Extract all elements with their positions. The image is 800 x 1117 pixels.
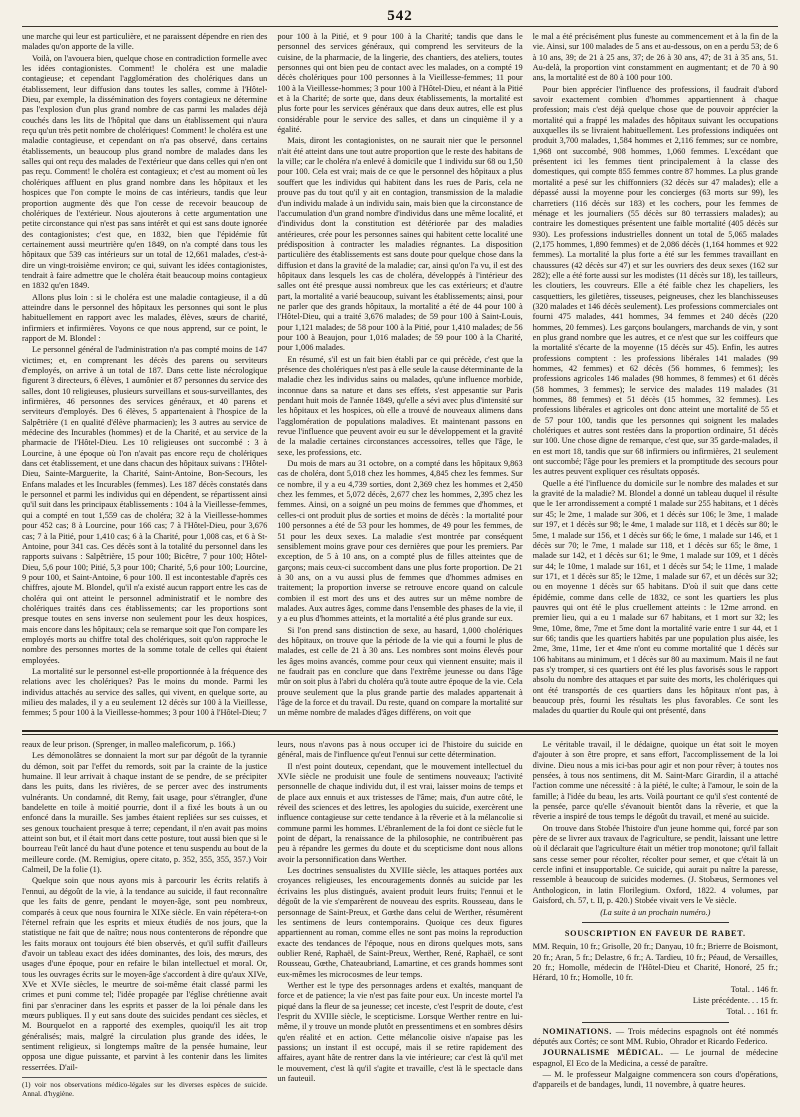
- paragraph: le mal a été précisément plus funeste au commencement et à la fin de la vie. Ainsi, sur 100 malades de 5 ans et au-dessous, on en a perdu 53; de 6 à 10 ans, 39; de 21 à 25 ans, 37; de 26 à 30 ans, 47; de 31 à 35 ans, 51. Au-delà, la proportion vint constamment en augmentant; et de 70 à 90 ans, la mortalité est de 80 à 100 pour 100.: [532, 32, 778, 83]
- paragraph: Les doctrines sensualistes du XVIIIe siècle, les attaques portées aux croyances religieuses, les encouragements donnés au suicide par les écrivains les plus distingués, avaient produit leurs fruits; l'ennui et le dégoût de la vie s'emparèrent de nouveau des esprits. Rousseau, dans le personnage de Saint-Preux, et Gœthe dans celui de Werther, résumèrent les sentimens de leurs contemporains. Quoique ces deux figures appartiennent au roman, comme elles ne sont pas moins la reproduction exacte des tendances de l'époque, nous en dirons quelques mots, sans oublier René, Raphaël, de Saint-Preux, Werther, René, Raphaël, ce sont Rousseau, Gœthe, Chateaubriand, Lamartine, et ces grands hommes sont eux-mêmes les microcosmes de leur temps.: [277, 866, 523, 979]
- paragraph: Du mois de mars au 31 octobre, on a compté dans les hôpitaux 9,863 cas de choléra, dont 5,018 chez les hommes, 4,845 chez les femmes. Sur ce nombre, il y a eu 4,739 sorties, dont 2,369 chez les hommes et 2,450 chez les femmes, et 5,072 décès, 2,677 chez les hommes, 2,395 chez les femmes. Ainsi, on a soigné un peu moins de femmes que d'hommes, et celles-ci ont produit plus de sorties et moins de décès : la mortalité pour 100 personnes a été de 53 pour les hommes, de 49 pour les femmes, de 51 pour les deux sexes. La maladie s'est montrée par conséquent sensiblement moins grave pour ces dernières que pour les premiers. Par exception, de 5 à 10 ans, on a compté plus de filles atteintes que de garçons; mais ceux-ci succombent dans une plus forte proportion. De 21 à 30 ans, on a vu aussi plus de femmes que d'hommes admises en traitement; la proportion inverse se retrouve encore quand on calcule combien il est mort des uns et des autres sur un même nombre de malades. Aux autres âges, comme dans l'ensemble des phases de la vie, il y a eu plus d'hommes atteints, et la mortalité a été plus grande sur eux.: [277, 459, 523, 624]
- paragraph: Les démonolâtres se donnaient la mort sur par dégoût de la tyrannie du démon, soit par l'effet du remords, soit par la crainte de la justice humaine. Il leur arrivait à chaque instant de se pendre, de se précipiter dans les puits, dans les rivières, de se percer avec des instruments vulnérants. Un condamné, dit Remy, fait usage, pour s'étrangler, d'une bandelette en toile à moitié pourrie, dont il a fixé les bouts à un ou enfoncé dans la muraille. Ses jambes étaient repliées sur ses cuisses, et ses genoux touchaient presque à terre; cependant, il n'en avait pas moins atteint son but, et il était mort dans cette posture, tout aussi bien que si le bourreau l'eût lancé du haut d'une potence et tenu suspendu au bout de la meilleure corde. (M. Remigius, opere citato, p. 352, 355, 355, 357.) Voir Calmeil, De la folie (1).: [22, 751, 268, 875]
- paragraph: En résumé, s'il est un fait bien établi par ce qui précède, c'est que la présence des cholériques n'est pas à elle seule la cause déterminante de la maladie chez les individus sains ou malades, qu'une influence morbide, inconnue dans sa nature et dans ses effets, s'est appesantie sur Paris pendant huit mois de l'année 1849, qu'elle a sévi avec plus d'intensité sur les hôpitaux et les hospices, où elle a trouvé de nouveaux alimens dans l'agglomération de populations maladives. Et maintenant passons en revue l'influence que peuvent avoir eu sur le développement et la gravité de la maladie certaines circonstances accessoires, telles que l'âge, le sexe, les professions, etc.: [277, 354, 523, 457]
- subscription-list: [533, 942, 778, 1017]
- notice-journalism: JOURNALISME MÉDICAL. — Le journal de médecine espagnol, El Eco de la Medicina, a cessé de paraître.: [532, 1048, 778, 1068]
- bottom-column-3: [533, 740, 778, 1108]
- top-column-1: [22, 32, 267, 724]
- footnote: (1) voir nos observations médico-légales sur les diverses espèces de suicide. Annal. d'hygiène.: [22, 1077, 267, 1098]
- paragraph: Le personnel général de l'administration n'a pas compté moins de 147 victimes; et, en comprenant les décès des parens ou serviteurs d'employés, on arrive à un total de 187. Dans cette liste nécrologique figurent 3 directeurs, 6 élèves, 1 aumônier et 87 personnes du service des salles, dont 10 religieuses, plusieurs surveillans et sous-surveillantes, des infirmières, 46 personnes des services généraux, et 40 parens et serviteurs d'employés. Des 6 élèves, 5 appartenaient à l'hospice de la Salpêtrière (1 en qualité d'élève pharmacien); les 3 autres au service de médecine des Incurables (hommes) et de la Charité, et au service de la pharmacie de l'Hôtel-Dieu. Les 10 religieuses ont succombé : 3 à Lourcine, à une époque où l'on n'avait pas encore reçu de cholériques dans cet établissement, et une dans chacun des hôpitaux suivans : l'Hôtel-Dieu, Sainte-Marguerite, la Charité, Saint-Antoine, Bon-Secours, les Enfans malades et les Incurables (femmes). Les 187 décès constatés dans le personnel et parmi les individus qui en dépendent, se répartissent ainsi qu'il suit dans les principaux établissements : 104 à la Vieillesse-femmes, qui a compté en tout 1,559 cas de choléra; 32 à la Vieillesse-hommes pour 452 cas; 8 à Lourcine, pour 166 cas; 7 à l'Hôtel-Dieu, pour 3,676 cas; 7 à la Pitié, pour 1,410 cas; 6 à la Charité, pour 1,008 cas, et 6 à St-Antoine, pour 341 cas. Ces décès sont à la totalité du personnel dans les rapports suivans : Salpêtrière, 15 pour 100; Bicêtre, 7 pour 100; Hôtel-Dieu, 5,6 pour 100; Pitié, 5,3 pour 100; Charité, 5,6 pour 100; Lourcine, 9 pour 100, et Saint-Antoine, 6 pour 100. Il est incontestable d'après ces chiffres, ajoute M. Blondel, qu'il n'a existé aucun rapport entre les cas de choléra qui ont atteint le personnel administratif et le nombre des cholériques traités dans ces établissements; car les proportions sont presque toutes en sens inverse non seulement pour les deux hospices, mais encore dans les hôpitaux; cela se remarque soit que l'on compare les employés morts au chiffre total des cholériques, soit qu'on rapproche le nombre des personnes mortes de la somme totale de celles qui étaient employées.: [22, 345, 268, 665]
- notice-course: — M. le professeur Malgaigne commencera son cours d'opérations, d'appareils et de bandages, lundi, 11 novembre, à quatre heures.: [532, 1069, 778, 1090]
- grand-total-line: Total. . . 161 fr.: [726, 1007, 778, 1017]
- subtotal-line: Total. . 146 fr.: [730, 984, 778, 994]
- paragraph: pour 100 à la Pitié, et 9 pour 100 à la Charité; tandis que dans le personnel des services généraux, qui comprend les serviteurs de la cuisine, de la pharmacie, de la lingerie, des chantiers, des ateliers, toutes personnes qui ont bien peu de contact avec les malades, on a compté 19 décès cholériques pour 100 personnes à la Vieillesse-femmes; 11 pour 100 à la Vieillesse-hommes; 3 pour 100 à l'Hôtel-Dieu, et néant à la Pitié et à la Charité; de sorte que, dans deux établissements, la mortalité est plus forte pour les services généraux que dans deux autres, elle est plus considérable pour le service des salles, et dans un cinquième il y a égalité.: [277, 32, 523, 135]
- bottom-column-1: [22, 740, 267, 1108]
- paragraph: Quelle a été l'influence du domicile sur le nombre des malades et sur la gravité de la maladie? M. Blondel a donné un tableau duquel il résulte que le 1er arrondissement a compté 1 malade sur 255 habitans, et 1 décès sur 45; le 2me, 1 malade sur 306, et 1 décès sur 106; le 3me, 1 malade sur 197, et 1 décès sur 98; le 4me, 1 malade sur 118, et 1 décès sur 80; le 5me, 1 malade sur 156, et 1 décès sur 66; le 6me, 1 malade sur 146, et 1 décès sur 70; le 7me, 1 malade sur 118, et 1 décès sur 65; le 8me, 1 malade sur 142, et 1 décès sur 61; le 9me, 1 malade sur 109, et 1 décès sur 44; le 10me, 1 malade sur 161, et 1 décès sur 54; le 11me, 1 malade sur 171, et 1 décès sur 85; le 12me, 1 malade sur 67, et un décès sur 32; ou en moyenne 1 décès sur 65 habitans. D'où il suit que dans cette épidémie, comme dans celle de 1832, ce sont les quartiers les plus pauvres qui ont été le plus cruellement atteints : le 12me arrond. en premier lieu, qui a eu 1 malade sur 67 habitans, et 1 mort sur 32; les 9me, 10me, 8me, 7me et 5me dont la mortalité varie entre 1 sur 44, et 1 sur 66; tandis que les quartiers habités par une population plus aisée, les 2me, 3me, 11me, 1er et 4me n'ont eu comme mortalité que 1 décès sur 106 habitans au minimum, et 1 décès sur 80 au maximum. Mais il ne faut pas s'y tromper, si ces quartiers ont été les plus favorisés sous le rapport absolu du nombre des attaques et par suite des morts, les cholériques qui ont été transportés de ces quartiers dans les hôpitaux n'ont pas, à beaucoup près, fourni les résultats les plus favorables. Ce sont les malades du quartier du Roule qui ont présenté, dans: [532, 478, 778, 716]
- paragraph: Werther est le type des personnages ardens et exaltés, manquant de force et de patience; la vie n'est pas faite pour eux. Un inceste mortel l'a piqué dans la fleur de sa jeunesse; cet inceste, c'est l'esprit de doute, c'est l'esprit du XVIIIe siècle, le scepticisme. Lorsque Werther rentre en lui-même, il y trouve un monde plutôt en pressentimens et en sombres désirs qu'en réalité et en action. Cette mélancolie oisive n'apaise pas les passions; un instant il est occupé, mais il se retire rapidement des affaires, ayant hâte de rentrer dans la vie intérieure; car c'est là qu'il met le mouvement, c'est là qu'il s'agite et travaille, c'est là le spectacle dans un fauteuil.: [277, 980, 523, 1083]
- divider: [582, 1022, 729, 1023]
- top-column-3: [533, 32, 778, 724]
- paragraph: Quelque soin que nous ayons mis à parcourir les écrits relatifs à l'ennui, au dégoût de la vie, à la tendance au suicide, il faut reconnaître que les faits de genre, pendant le moyen-âge, sont peu nombreux, comparés à ceux que nous fournira le XIXe siècle. En vain répétera-t-on l'éternel refrain que les esprits et mieux étudiés de nos jours, que la statistique ne fait que de naître; nous nous contenterons de répondre que les faits moraux ont toujours été bien observés, et qu'il suffit d'ailleurs d'avoir un tableau exact des idées dominantes, des lois, des mœurs, des usages d'une époque, pour en refaire le bilan intellectuel et moral. Or, tous les ouvrages écrits sur le moyen-âge s'accordent à dire qu'aux XIVe, XVe et XVIe siècles, le meurtre de soi-même était classé parmi les crimes et puni comme tel; l'idée propagée par l'église chrétienne avait fini par s'enraciner dans les esprits et passer de la loi pénale dans les mœurs publiques. Il y eut sans doute des suicides pendant ces siècles, et M. Bourquelot en a rapporté des exemples, quoiqu'il les ait trop généralisés; mais, malgré la circulation plus grande des idées, le sentiment religieux, si longtemps maître de la pensée humaine, leur opposa une digue puissante, et parvint à les contenir dans les limites resserrées. D'ail-: [22, 876, 268, 1072]
- paragraph: Mais, diront les contagionistes, on ne saurait nier que le personnel n'ait été atteint dans une tout autre proportion que le reste des habitans de la ville; car le choléra n'a enlevé à domicile que 1 individu sur 68 ou 1,50 pour 100. Cela est vrai; mais de ce que le personnel des hôpitaux a plus souffert que les individus qui habitent dans les rues de Paris, cela ne prouve pas du tout qu'il y ait en contagion, transmission de la maladie d'un individu malade à un individu sain, mais bien que la circonstance de l'accumulation d'un grand nombre d'individus dans une même localité, et d'individus dont la constitution est détériorée par des maladies antérieures, crée pour les personnes saines qui habitent cette localité une prédisposition à contracter les maladies régnantes. La disposition particulière des établissements est sans doute pour quelque chose dans la diffusion et dans la gravité de la maladie; car, ainsi qu'on l'a vu, il est des hôpitaux dans lesquels les cas de choléra, développés à l'intérieur des salles ont été presque aussi nombreux que les cas extérieurs; et d'autre part, la mortalité a varié beaucoup, suivant les établissements; ainsi, pour ne parler que des grands hôpitaux, la mortalité a été de 44 pour 100 à l'Hôtel-Dieu, qui a traité 3,676 malades; de 59 pour 100 à Saint-Louis, pour 1,121 malades; de 58 pour 100 à la Pitié, pour 1,410 malades; de 56 pour 100 à Beaujon, pour 1,016 malades; de 59 pour 100 à la Charité, pour 1,006 malades.: [277, 136, 523, 353]
- paragraph: reaux de leur prison. (Sprenger, in malleo maleficorum, p. 166.): [22, 740, 236, 749]
- paragraph: une marche qui leur est particulière, et ne paraissent dépendre en rien des malades qu'on apporte de la ville.: [22, 32, 268, 52]
- notice-nominations: NOMINATIONS. — Trois médecins espagnols ont été nommés députés aux Cortès; ce sont MM. Rubio, Ohrador et Ricardo Federico.: [532, 1026, 778, 1046]
- top-section: [22, 32, 778, 724]
- paragraph: Il n'est point douteux, cependant, que le mouvement intellectuel du XVIe siècle ne produisit une foule de sentimens nouveaux; l'activité personnelle de chaque individu dut, il est vrai, laisser moins de temps et de place aux ennuis et aux tristesses de l'âme; mais, d'un autre côté, le réveil des sciences et des lettres, les apologies du suicide, exercèrent une influence contagieuse sur cette tendance à la rêverie et à la mélancolie si commune parmi les hommes. L'ébranlement de la foi dont ce siècle fut le point de départ, la renaissance de la philosophie, ne contribuèrent pas peu à répandre les germes du doute et du scepticisme dont nous allons avoir la personnification dans Werther.: [277, 761, 523, 864]
- top-column-2: [277, 32, 522, 724]
- donor-list: MM. Requin, 10 fr.; Grisolle, 20 fr.; Danyau, 10 fr.; Brierre de Boismont, 20 fr.; Aran, 5 fr.; Delastre, 6 fr.; A. Tardieu, 10 fr.; Péaud, de Versailles, 20 fr.; Homolle, médecin de l'Hôtel-Dieu et Charité, Honoré, 25 fr.; Hérard, 10 fr.; Homolle, 10 fr.: [532, 942, 778, 983]
- paragraph: Voilà, on l'avouera bien, quelque chose en contradiction formelle avec les idées contagionistes. Comment! le choléra est une maladie contagieuse; et cependant l'agglomération des cholériques dans un établissement, leur diffusion dans toutes les salles, comme à l'Hôtel-Dieu, par exemple, la dissémination des foyers contagieux ne détermine pas l'explosion d'un plus grand nombre de cas parmi les malades déjà couchés dans les lits de l'hôpital que dans un établissement qui n'aura reçu qu'un très petit nombre de cholériques! Comment! le choléra est une maladie contagieuse, et cependant on n'a pas observé, dans certains établissements, un beaucoup plus grand nombre de malades dans les salles qui ont reçu des malades de l'extérieur que dans celles qui n'en ont pas reçu. Comment! le choléra est contagieux; et c'est au moment où les cholériques affluent en plus grand nombre dans les hôpitaux et les hospices que l'on compte le moins de cas intérieurs, tandis que leur proportion augmente dès que l'on cesse de recevoir beaucoup de cholériques de l'extérieur. Nous ajouterons à cette argumentation une petite circonstance qui n'est pas sans intérêt et qui est sans doute ignorée des contagionistes; c'est que, en 1832, bien que l'épidémie fût certainement aussi meurtrière qu'en 1849, on n'a compté dans tous les hôpitaux que 539 cas intérieurs sur un total de 12,661 malades, c'est-à-dire un vingt-troisième environ; ce qui, suivant les idées contagionistes, tendrait à faire admettre que le choléra était beaucoup moins contagieux en 1832 qu'en 1849.: [22, 53, 268, 291]
- paragraph: La mortalité sur le personnel est-elle proportionnée à la fréquence des relations avec les cholériques? Pas le moins du monde. Parmi les individus attachés au service des salles, qui vivent, en quelque sorte, au milieu des malades, il y a eu seulement 12 décès sur 100 à la Vieillesse, femmes; 5 pour 100 à la Vieillesse-hommes; 3 pour 100 à l'Hôtel-Dieu; 7: [22, 666, 268, 718]
- to-be-continued: (La suite à un prochain numéro.): [600, 907, 711, 917]
- paragraph: Pour bien apprécier l'influence des professions, il faudrait d'abord savoir exactement combien d'hommes appartiennent à chaque profession; mais c'est déjà quelque chose que de pouvoir apprécier la mortalité qui a frappé les malades des hôpitaux suivant les occupations auxquelles ils se livraient habituellement. Les professions indiquées ont produit 3,700 malades, 1,584 hommes et 2,116 femmes; sur ce nombre, 1,968 ont succombé, 908 hommes, 1,060 femmes. L'excédant que présentent ici les femmes tient principalement à la classe des domestiques, qui compte 855 femmes contre 87 hommes. La plus grande mortalité a pesé sur les chiffonniers (32 décès sur 47 malades); elle a dépassé aussi la moyenne pour les concierges (63 morts sur 99), les charretiers (116 décès sur 183) et les cochers, pour les femmes de ménage et les journaliers (55 décès sur 80 terrassiers malades); au contraire les domestiques présentent une faible mortalité (405 décès sur 930). Les professions industrielles donnent un total de 5,065 malades (2,175 hommes, 1,890 femmes) et de 2,086 décès (1,164 hommes et 922 femmes). La mortalité la plus forte a été sur les femmes travaillant en chaussures (42 décès sur 47) et sur les ouvriers des deux sexes (162 sur 282); elle a été forte aussi sur les modistes (11 décès sur 18), les tailleurs, les cloutiers, les couvreurs. Elle a été faible chez les chapeliers, les casquettiers, les giletières, tisseuses, peigneuses, chez les blanchisseuses (320 malades et 146 décès seulement). Les professions commerciales ont fourni 475 malades, 441 hommes, 34 femmes et 240 décès (220 hommes, 20 femmes). Les garçons boulangers, marchands de vin, y sont en plus grand nombre que les autres, et ce n'est que sur les coiffeurs que la mortalité s'écarte de la moyenne (15 décès sur 45). Enfin, les autres professions comptent : les professions libérales 141 malades (99 hommes, 42 femmes) et 62 décès (56 hommes, 6 femmes); les professions agricoles 146 malades (98 hommes, 8 femmes) et 61 décès (58 hommes, 3 femmes); le service des malades 119 malades (31 hommes, 88 femmes) et 51 décès (15 hommes, 32 femmes). Les professions libérales et agricoles ont donc atteint une mortalité de 55 et de 57 pour 100, tandis que les personnes qui soignent les malades cholériques et autres sont restées dans la proportion ordinaire, 51 décès sur 100. Une chose digne de remarque, c'est que, sur 35 garde-malades, il en est mort 18, tandis que sur 68 infirmiers ou infirmières, 21 seulement ont succombé; l'âge pour les premiers et la promptitude des secours pour les autres peuvent expliquer ces résultats opposés.: [532, 84, 778, 477]
- divider: [582, 922, 729, 923]
- feuilleton-section: [22, 740, 778, 1108]
- bottom-column-2: [277, 740, 522, 1108]
- paragraph: Allons plus loin : si le choléra est une maladie contagieuse, il a dû atteindre dans le personnel des hôpitaux les personnes qui sont le plus habituellement en rapport avec les malades, élèves, sœurs de charité, infirmiers et infirmières. Voyons ce que nous apprend, sur ce point, le rapport de M. Blondel :: [22, 292, 268, 343]
- paragraph: Le véritable travail, il le dédaigne, quoique un état soit le moyen d'ajouter à son être propre, et sans effort, l'accomplissement de la loi divine. Dieu nous a mis ici-bas pour agir et non pour rêver; à toutes nos pensées, à tous nos sentimens, dit M. Saint-Marc Girardin, il a attaché l'action comme une nécessité : à la piété, le culte; à l'amour, le soin de la famille; à l'idée du beau, les arts. Voilà pourtant ce qu'il s'est contenté de la pensée, parce qu'elle s'évanouit bientôt dans la rêverie, et que la rêverie a inspiré de tous temps le dégoût du travail, et mené au suicide.: [532, 740, 778, 822]
- paragraph: leurs, nous n'avons pas à nous occuper ici de l'histoire du suicide en général, mais de l'influence qu'eut l'ennui sur cette détermination.: [277, 740, 523, 760]
- paragraph: On trouve dans Stobée l'histoire d'un jeune homme qui, forcé par son père de se livrer aux travaux de l'agriculture, se pendit, laissant une lettre où il déclarait que l'agriculture était un métier trop monotone; qu'il fallait sans cesse semer pour récolter, récolter pour semer, et que c'était là un cercle infini et insupportable. Ce suicide, qui aurait pu naître la paresse, ressemble à beaucoup de suicides modernes. (J. Stobæus, Sermones vel Anthologicon, in latin Florilegium. Oxford, 1822. 4 volumes, par Gaisford, ch. 57, t. II, p. 420.) Stobée vivait vers le Ve siècle.: [532, 823, 778, 906]
- previous-list-line: Liste précédente. . . 15 fr.: [692, 995, 778, 1005]
- subscription-title: SOUSCRIPTION EN FAVEUR DE RABET.: [564, 928, 746, 938]
- feuilleton-divider: [22, 730, 778, 735]
- paragraph: Si l'on prend sans distinction de sexe, au hasard, 1,000 cholériques des hôpitaux, on trouve que la période de la vie qui a fourni le plus de malades, est celle de 21 à 30 ans. Les nombres sont moins élevés pour les âges moins avancés, comme pour ceux qui viennent ensuite; mais il ne faudrait pas en conclure que dans l'extrême jeunesse ou dans l'âge mûr on soit plus à l'abri du choléra qu'à toute autre époque de la vie. Cela prouve seulement que la plus grande partie des malades appartenait à l'âge de la force et du travail. Du reste, quand on compare la mortalité sur un même nombre de malades d'âges différens, on voit que: [277, 625, 523, 718]
- header-rule: [22, 26, 778, 27]
- page-number: 542: [387, 8, 413, 24]
